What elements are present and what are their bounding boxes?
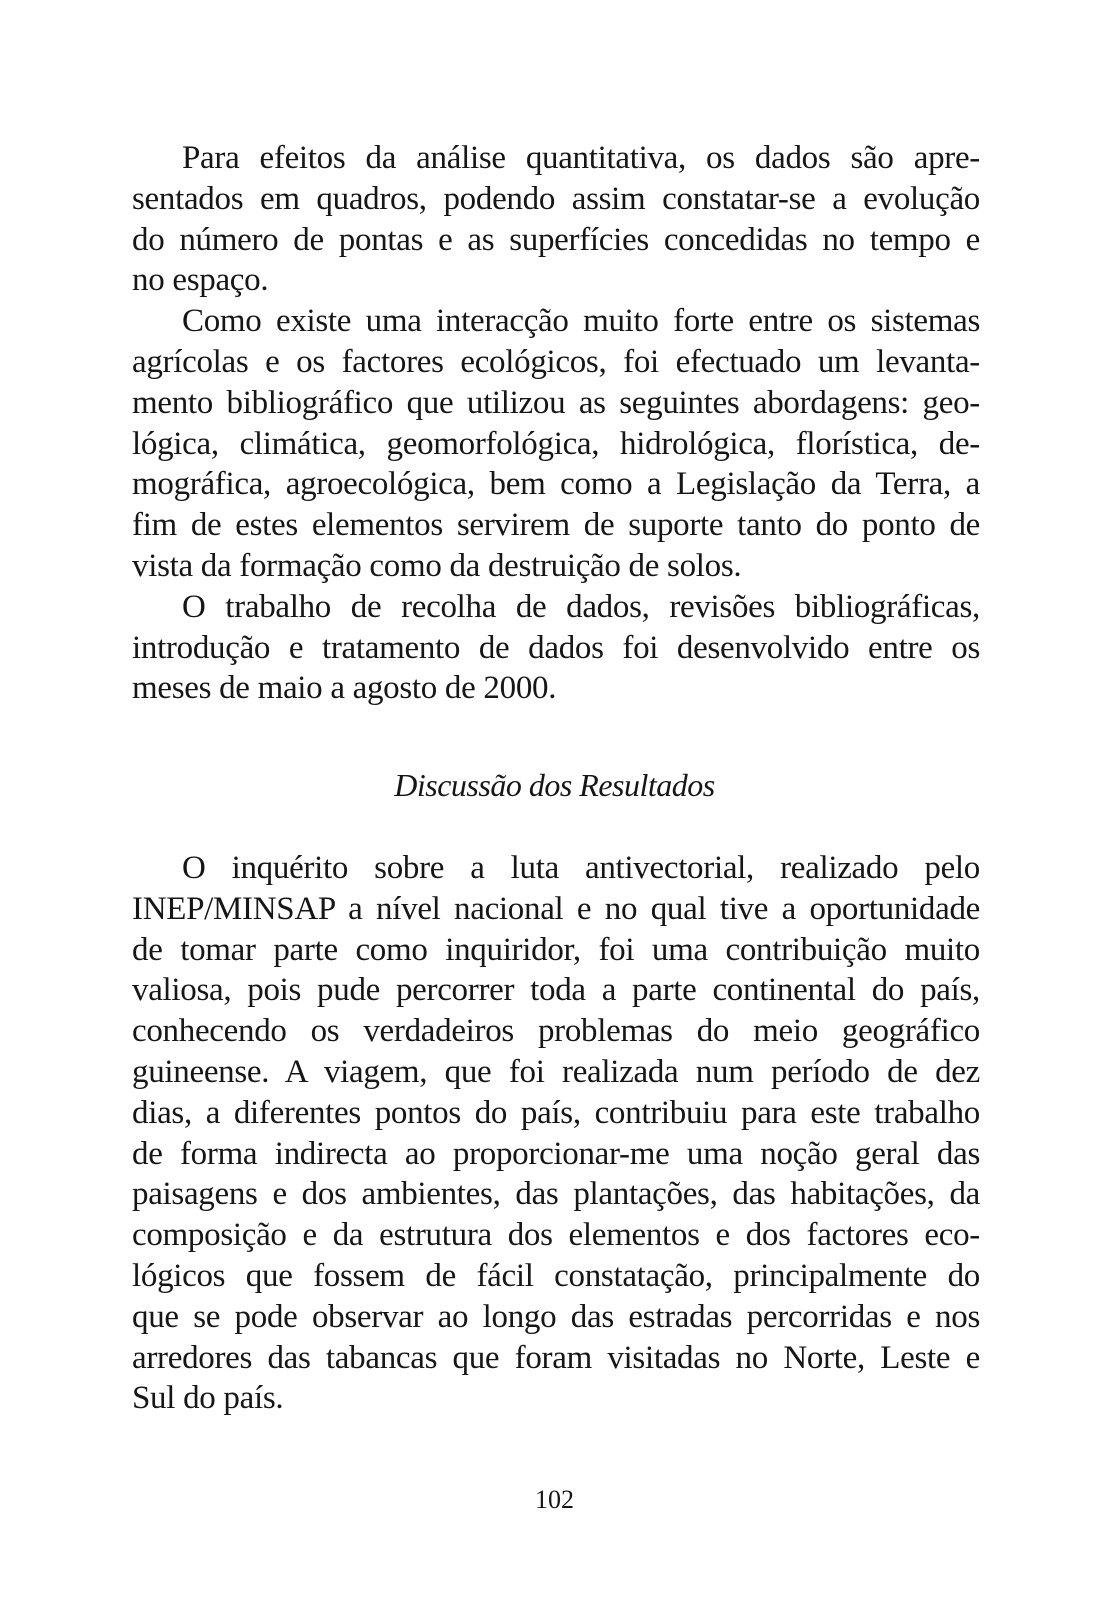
text-line: meses de maio a agosto de 2000. [132,670,557,707]
paragraph-bibliographic-survey [132,301,980,587]
text-line: que se pode observar ao longo das estradas percorridas e nos [132,1298,980,1335]
text-line: Sul do país. [132,1380,284,1417]
text-line: de forma indirecta ao proporcionar-me uma noção geral das [132,1135,980,1172]
text-line: de tomar parte como inquiridor, foi uma contribuição muito [132,931,980,968]
text-line: do número de pontas e as superfícies concedidas no tempo e [132,221,980,258]
text-line: conhecendo os verdadeiros problemas do meio geográfico [132,1013,980,1050]
text-line: Como existe uma interacção muito forte entre os sistemas [182,303,980,340]
text-line: fim de estes elementos servirem de suporte tanto do ponto de [132,507,980,544]
text-line: lógicos que fossem de fácil constatação, principalmente do [132,1257,980,1294]
text-line: introdução e tratamento de dados foi desenvolvido entre os [132,629,980,666]
text-line: INEP/MINSAP a nível nacional e no qual tive a oportunidade [132,890,980,927]
paragraph-quantitative-analysis [132,138,980,301]
text-line: no espaço. [132,262,269,299]
paragraph-survey-discussion [132,848,980,1419]
text-line: Para efeitos da análise quantitativa, os dados são apre- [182,140,980,176]
text-line: valiosa, pois pude percorrer toda a parte continental do país, [132,972,980,1009]
text-line: mográfica, agroecológica, bem como a Legislação da Terra, a [132,466,980,503]
text-line: lógica, climática, geomorfológica, hidrológica, florística, de- [132,425,980,462]
text-line: O inquérito sobre a luta antivectorial, realizado pelo [182,850,980,886]
text-line: mento bibliográfico que utilizou as seguintes abordagens: geo- [132,384,980,421]
paragraph-data-collection [132,587,980,709]
page-number: 102 [535,1485,574,1514]
text-line: sentados em quadros, podendo assim constatar-se a evolução [132,180,980,217]
text-line: paisagens e dos ambientes, das plantações, das habitações, da [132,1176,980,1213]
text-line: agrícolas e os factores ecológicos, foi efectuado um levanta- [132,343,980,380]
text-line: dias, a diferentes pontos do país, contribuiu para este trabalho [132,1094,980,1131]
text-line: O trabalho de recolha de dados, revisões bibliográficas, [182,588,980,625]
text-line: vista da formação como da destruição de solos. [132,547,742,584]
text-line: arredores das tabancas que foram visitadas no Norte, Leste e [132,1339,980,1376]
section-heading: Discussão dos Resultados [394,767,715,803]
text-line: composição e da estrutura dos elementos e dos factores eco- [132,1217,980,1254]
text-line: guineense. A viagem, que foi realizada num período de dez [132,1053,980,1090]
body-text-section-one [132,138,980,709]
